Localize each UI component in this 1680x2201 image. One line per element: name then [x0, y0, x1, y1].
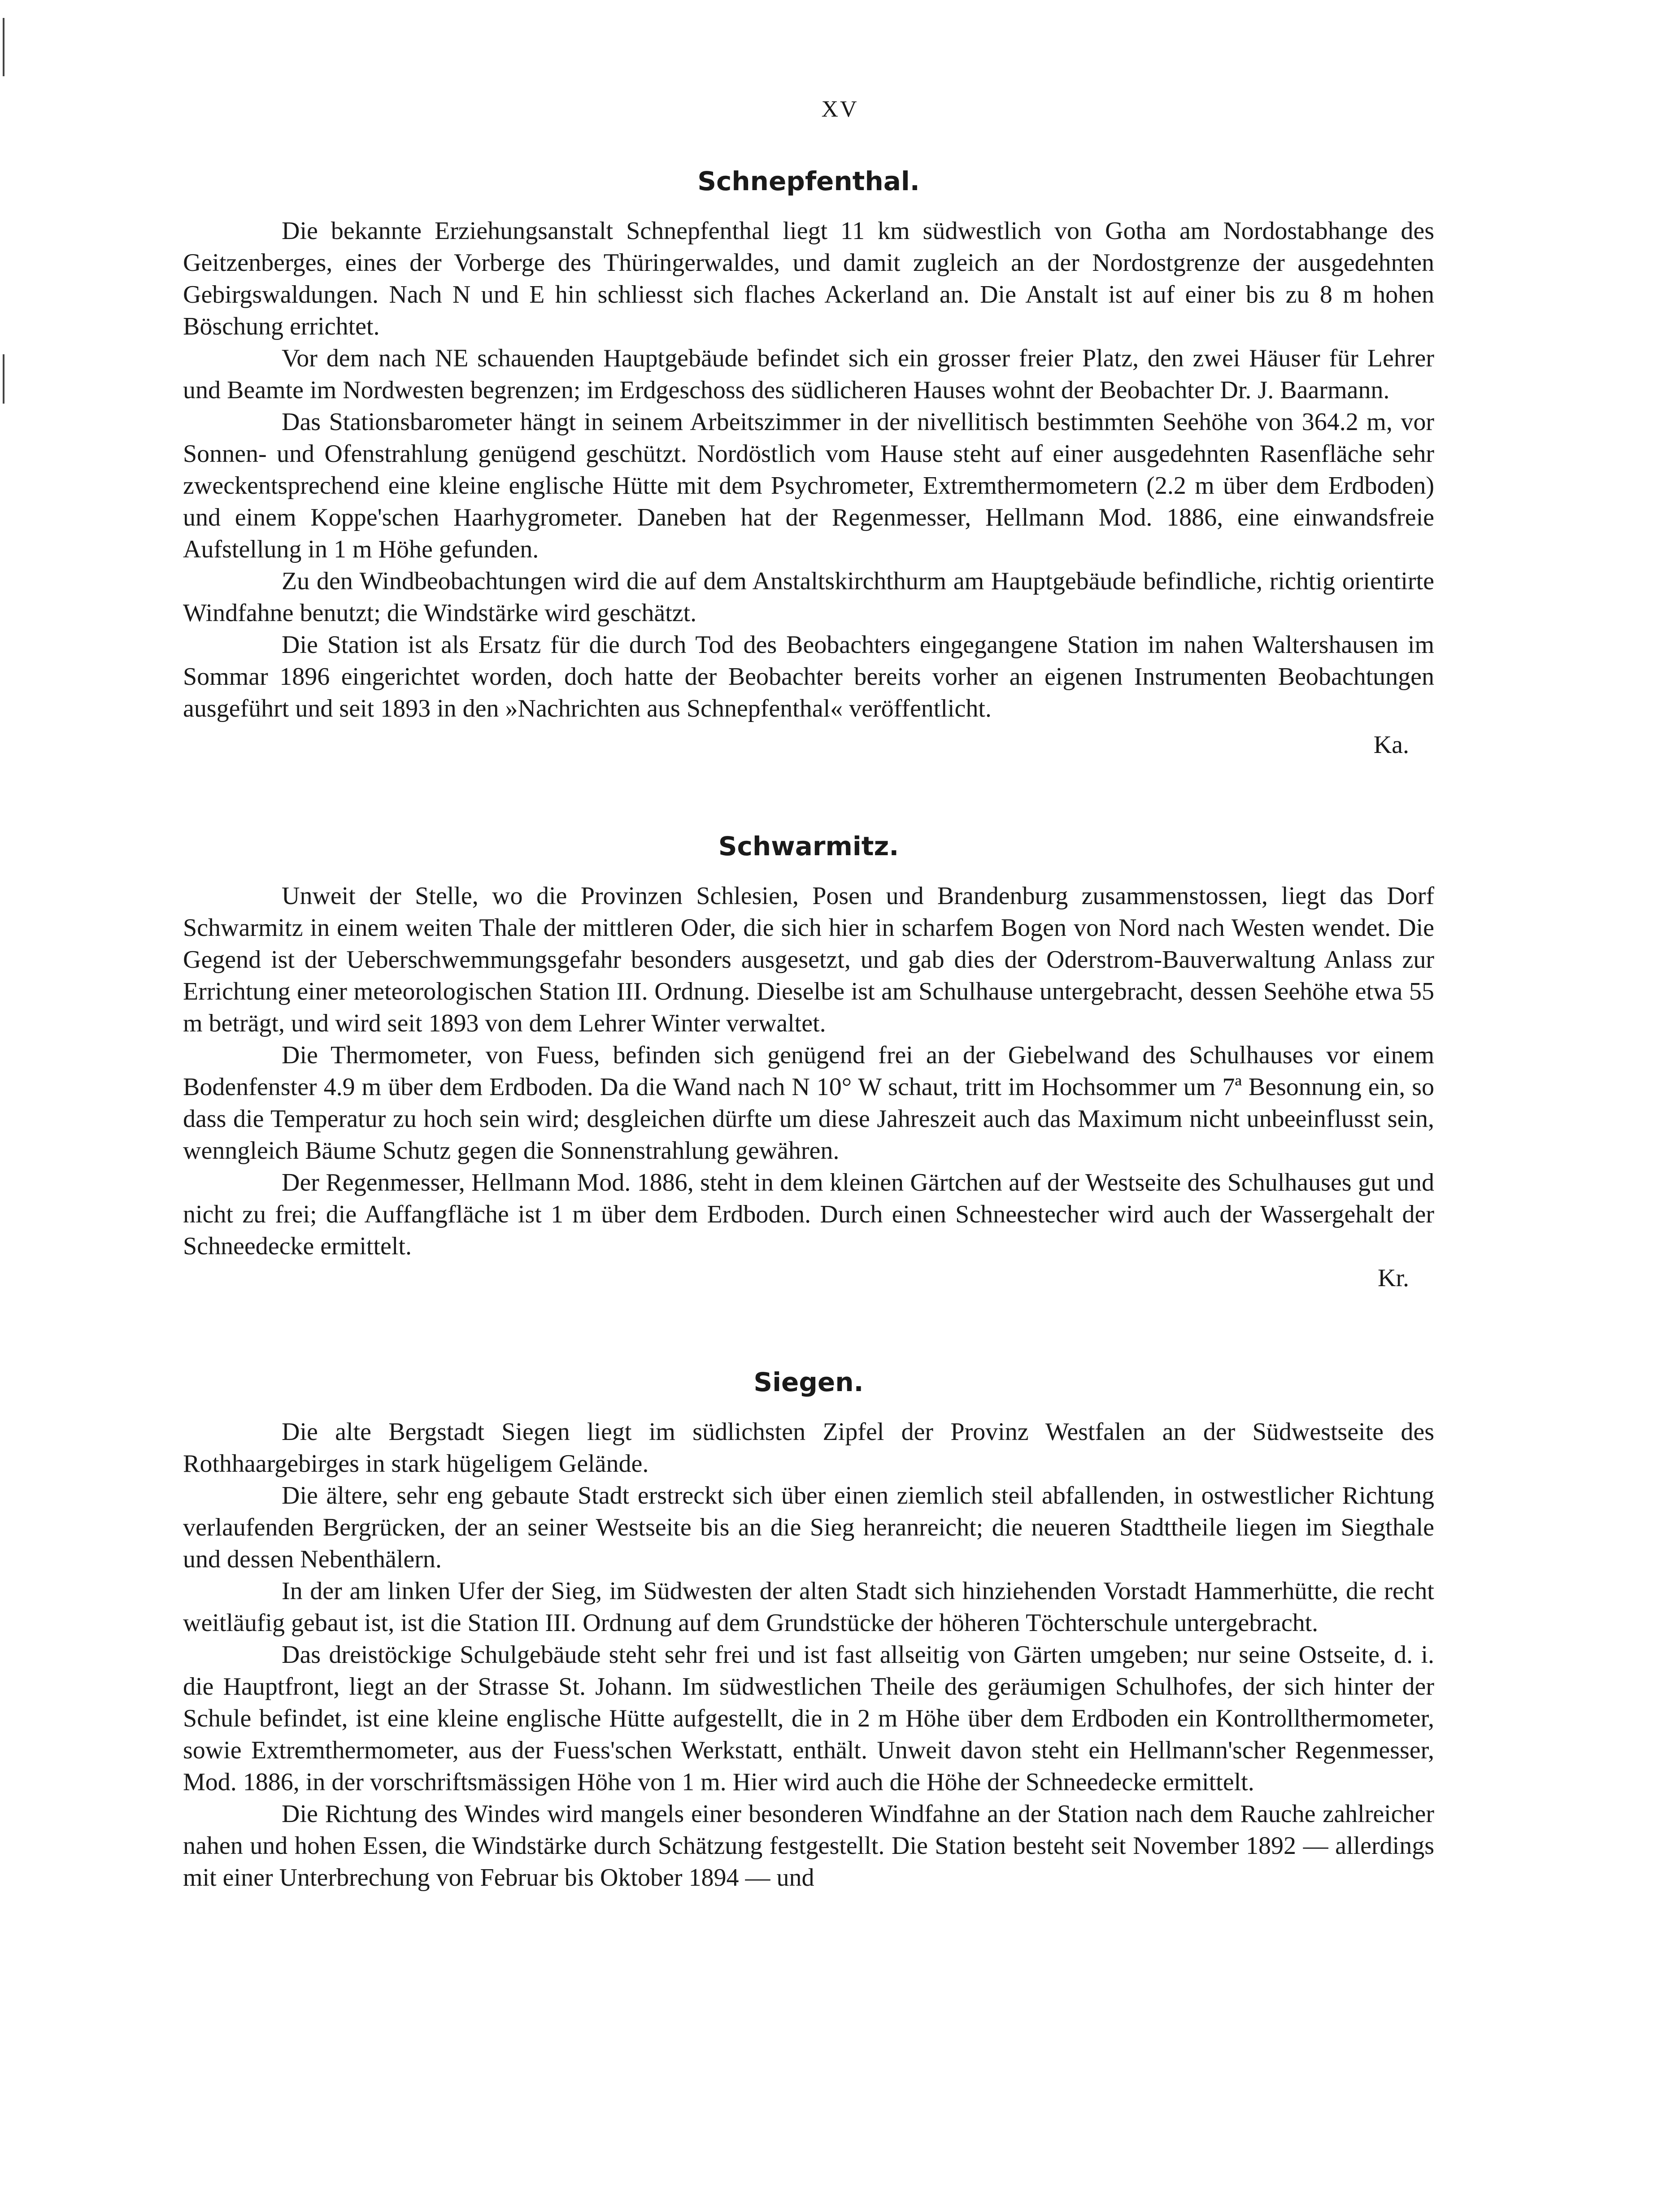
paragraph: Unweit der Stelle, wo die Provinzen Schlesien, Posen und Brandenburg zusammenstossen, liegt das Dorf Schwarmitz in einem weiten Thale der mittleren Oder, die sich hier in scharfem Bogen von Nord nach Westen wendet. Die Gegend ist der Ueberschwemmungsgefahr besonders ausgesetzt, und gab dies der Oderstrom-Bauverwaltung Anlass zur Errichtung einer meteorologischen Station III. Ordnung. Dieselbe ist am Schulhause untergebracht, dessen Seehöhe etwa 55 m beträgt, und wird seit 1893 von dem Lehrer Winter verwaltet.	[183, 882, 1434, 1037]
section-title: Schnepfenthal.	[697, 166, 920, 196]
paragraph: Die Richtung des Windes wird mangels einer besonderen Windfahne an der Station nach dem Rauche zahlreicher nahen und hohen Essen, die Windstärke durch Schätzung festgestellt. Die Station besteht seit November 1892 — allerdings mit einer Unterbrechung von Februar bis Oktober 1894 — und	[183, 1800, 1434, 1892]
author-signature: Ka.	[1373, 731, 1409, 759]
section-schnepfenthal	[183, 162, 1434, 761]
section-schwarmitz	[183, 827, 1434, 1294]
paragraph: Die alte Bergstadt Siegen liegt im südlichsten Zipfel der Provinz Westfalen an der Südwestseite des Rothhaargebirges in stark hügeligem Gelände.	[183, 1418, 1434, 1478]
paragraph: Die ältere, sehr eng gebaute Stadt erstreckt sich über einen ziemlich steil abfallenden, in ostwestlicher Richtung verlaufenden Bergrücken, der an seiner Westseite bis an die Sieg heranreicht; die neueren Stadttheile liegen im Siegthale und dessen Nebenthälern.	[183, 1482, 1434, 1573]
scan-edge-mark	[3, 18, 4, 76]
paragraph: In der am linken Ufer der Sieg, im Südwesten der alten Stadt sich hinziehenden Vorstadt Hammerhütte, die recht weitläufig gebaut ist, ist die Station III. Ordnung auf dem Grundstücke der höheren Töchterschule untergebracht.	[183, 1577, 1434, 1637]
paragraph: Zu den Windbeobachtungen wird die auf dem Anstaltskirchthurm am Hauptgebäude befindliche, richtig orientirte Windfahne benutzt; die Windstärke wird geschätzt.	[183, 567, 1434, 627]
paragraph: Die Station ist als Ersatz für die durch Tod des Beobachters eingegangene Station im nahen Waltershausen im Sommar 1896 eingerichtet worden, doch hatte der Beobachter bereits vorher an eigenen Instrumenten Beobachtungen ausgeführt und seit 1893 in den »Nachrichten aus Schnepfenthal« veröffentlicht.	[183, 631, 1434, 722]
section-siegen	[183, 1363, 1434, 1894]
section-title: Schwarmitz.	[718, 831, 899, 861]
paragraph: Die Thermometer, von Fuess, befinden sich genügend frei an der Giebelwand des Schulhauses vor einem Bodenfenster 4.9 m über dem Erdboden. Da die Wand nach N 10° W schaut, tritt im Hochsommer um 7ª Besonnung ein, so dass die Temperatur zu hoch sein wird; desgleichen dürfte um diese Jahreszeit auch das Maximum nicht unbeeinflusst sein, wenngleich Bäume Schutz gegen die Sonnenstrahlung gewähren.	[183, 1041, 1434, 1165]
section-title: Siegen.	[753, 1367, 864, 1397]
page-number: XV	[821, 96, 859, 122]
paragraph: Die bekannte Erziehungsanstalt Schnepfenthal liegt 11 km südwestlich von Gotha am Nordostabhange des Geitzenberges, eines der Vorberge des Thüringerwaldes, und damit zugleich an der Nordostgrenze der ausgedehnten Gebirgswaldungen. Nach N und E hin schliesst sich flaches Ackerland an. Die Anstalt ist auf einer bis zu 8 m hohen Böschung errichtet.	[183, 217, 1434, 340]
paragraph: Das dreistöckige Schulgebäude steht sehr frei und ist fast allseitig von Gärten umgeben; nur seine Ostseite, d. i. die Hauptfront, liegt an der Strasse St. Johann. Im südwestlichen Theile des geräumigen Schulhofes, der sich hinter der Schule befindet, ist eine kleine englische Hütte aufgestellt, die in 2 m Höhe über dem Erdboden ein Kontrollthermometer, sowie Extremthermometer, aus der Fuess'schen Werkstatt, enthält. Unweit davon steht ein Hellmann'scher Regenmesser, Mod. 1886, in der vorschriftsmässigen Höhe von 1 m. Hier wird auch die Höhe der Schneedecke ermittelt.	[183, 1641, 1434, 1796]
scan-edge-mark	[3, 354, 4, 404]
paragraph: Das Stationsbarometer hängt in seinem Arbeitszimmer in der nivellitisch bestimmten Seehöhe von 364.2 m, vor Sonnen- und Ofenstrahlung genügend geschützt. Nordöstlich vom Hause steht auf einer ausgedehnten Rasenfläche sehr zweckentsprechend eine kleine englische Hütte mit dem Psychrometer, Extremthermometern (2.2 m über dem Erdboden) und einem Koppe'schen Haarhygrometer. Daneben hat der Regenmesser, Hellmann Mod. 1886, eine einwandsfreie Aufstellung in 1 m Höhe gefunden.	[183, 408, 1434, 563]
paragraph: Vor dem nach NE schauenden Hauptgebäude befindet sich ein grosser freier Platz, den zwei Häuser für Lehrer und Beamte im Nordwesten begrenzen; im Erdgeschoss des südlicheren Hauses wohnt der Beobachter Dr. J. Baarmann.	[183, 344, 1434, 404]
author-signature: Kr.	[1378, 1264, 1409, 1292]
paragraph: Der Regenmesser, Hellmann Mod. 1886, steht in dem kleinen Gärtchen auf der Westseite des Schulhauses gut und nicht zu frei; die Auffangfläche ist 1 m über dem Erdboden. Durch einen Schneestecher wird auch der Wassergehalt der Schneedecke ermittelt.	[183, 1169, 1434, 1260]
